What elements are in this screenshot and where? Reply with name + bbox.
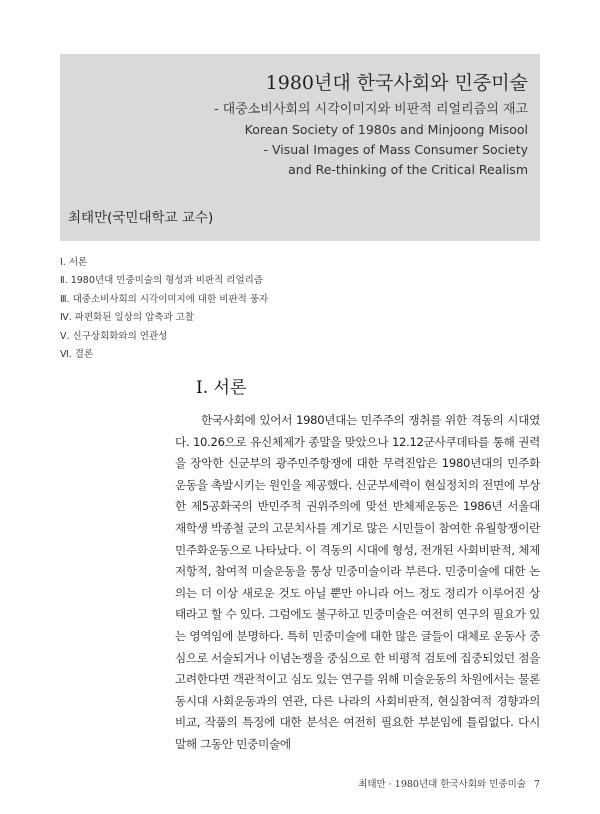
article-title-english-line-2: - Visual Images of Mass Consumer Society bbox=[263, 142, 528, 157]
running-title: 최태만 · 1980년대 한국사회와 민중미술 bbox=[358, 779, 526, 790]
page-footer bbox=[358, 776, 540, 790]
article-subtitle-korean: - 대중소비사회의 시각이미지와 비판적 리얼리즘의 재고 bbox=[214, 102, 528, 117]
author-name: 최태만(국민대학교 교수) bbox=[68, 210, 214, 226]
toc-item: Ⅵ. 결론 bbox=[60, 348, 94, 360]
article-header bbox=[60, 54, 540, 241]
toc-item: Ⅴ. 신구상회화와의 연관성 bbox=[60, 330, 168, 342]
page-number: 7 bbox=[533, 779, 540, 790]
section-heading: Ⅰ. 서론 bbox=[196, 378, 247, 398]
toc-item: Ⅲ. 대중소비사회의 시각이미지에 대한 비판적 풍자 bbox=[60, 293, 269, 305]
toc-item: Ⅱ. 1980년대 민중미술의 형성과 비판적 리얼리즘 bbox=[60, 275, 263, 287]
article-title-english-line-1: Korean Society of 1980s and Minjoong Misool bbox=[244, 122, 528, 137]
toc-item: Ⅳ. 파편화된 일상의 압축과 고찰 bbox=[60, 312, 194, 324]
article-title-english-line-3: and Re-thinking of the Critical Realism bbox=[288, 162, 528, 177]
toc-item: Ⅰ. 서론 bbox=[60, 257, 88, 268]
article-title-korean: 1980년대 한국사회와 민중미술 bbox=[265, 72, 528, 94]
body-paragraph: 한국사회에 있어서 1980년대는 민주주의 쟁취를 위한 격동의 시대였다. 10.26으로 유신체제가 종말을 맞았으나 12.12군사쿠데타를 통해 권력을 장악한 신군부의 광주민주항쟁에 대한 무력진압은 1980년대의 민주화운동을 촉발시키는 원인을 제공했다. 신군부세력이 현실정치의 전면에 부상한 제5공화국의 반민주적 권위주의에 맞선 반체제운동은 1986년 서울대 재학생 박종철 군의 고문치사를 계기로 많은 시민들이 참여한 유월항쟁이란 민주화운동으로 나타났다. 이 격동의 시대에 형성, 전개된 사회비판적, 체제저항적, 참여적 미술운동을 통상 민중미술이라 부른다. 민중미술에 대한 논의는 더 이상 새로운 것도 아닐 뿐만 아니라 어느 정도 정리가 이루어진 상태라고 할 수 있다. 그럼에도 불구하고 민중미술은 여전히 연구의 필요가 있는 영역임에 분명하다. 특히 민중미술에 대한 많은 글들이 대체로 운동사 중심으로 서술되거나 이념논쟁을 중심으로 한 비평적 검토에 집중되었던 점을 고려한다면 객관적이고 심도 있는 연구를 위해 미술운동의 차원에서는 물론 동시대 사회운동과의 연관, 다른 나라의 사회비판적, 현실참여적 경향과의 비교, 작품의 특징에 대한 분석은 여전히 필요한 부분임에 틀림없다. 다시 말해 그동안 민중미술에 bbox=[175, 413, 540, 751]
table-of-contents bbox=[60, 254, 268, 364]
